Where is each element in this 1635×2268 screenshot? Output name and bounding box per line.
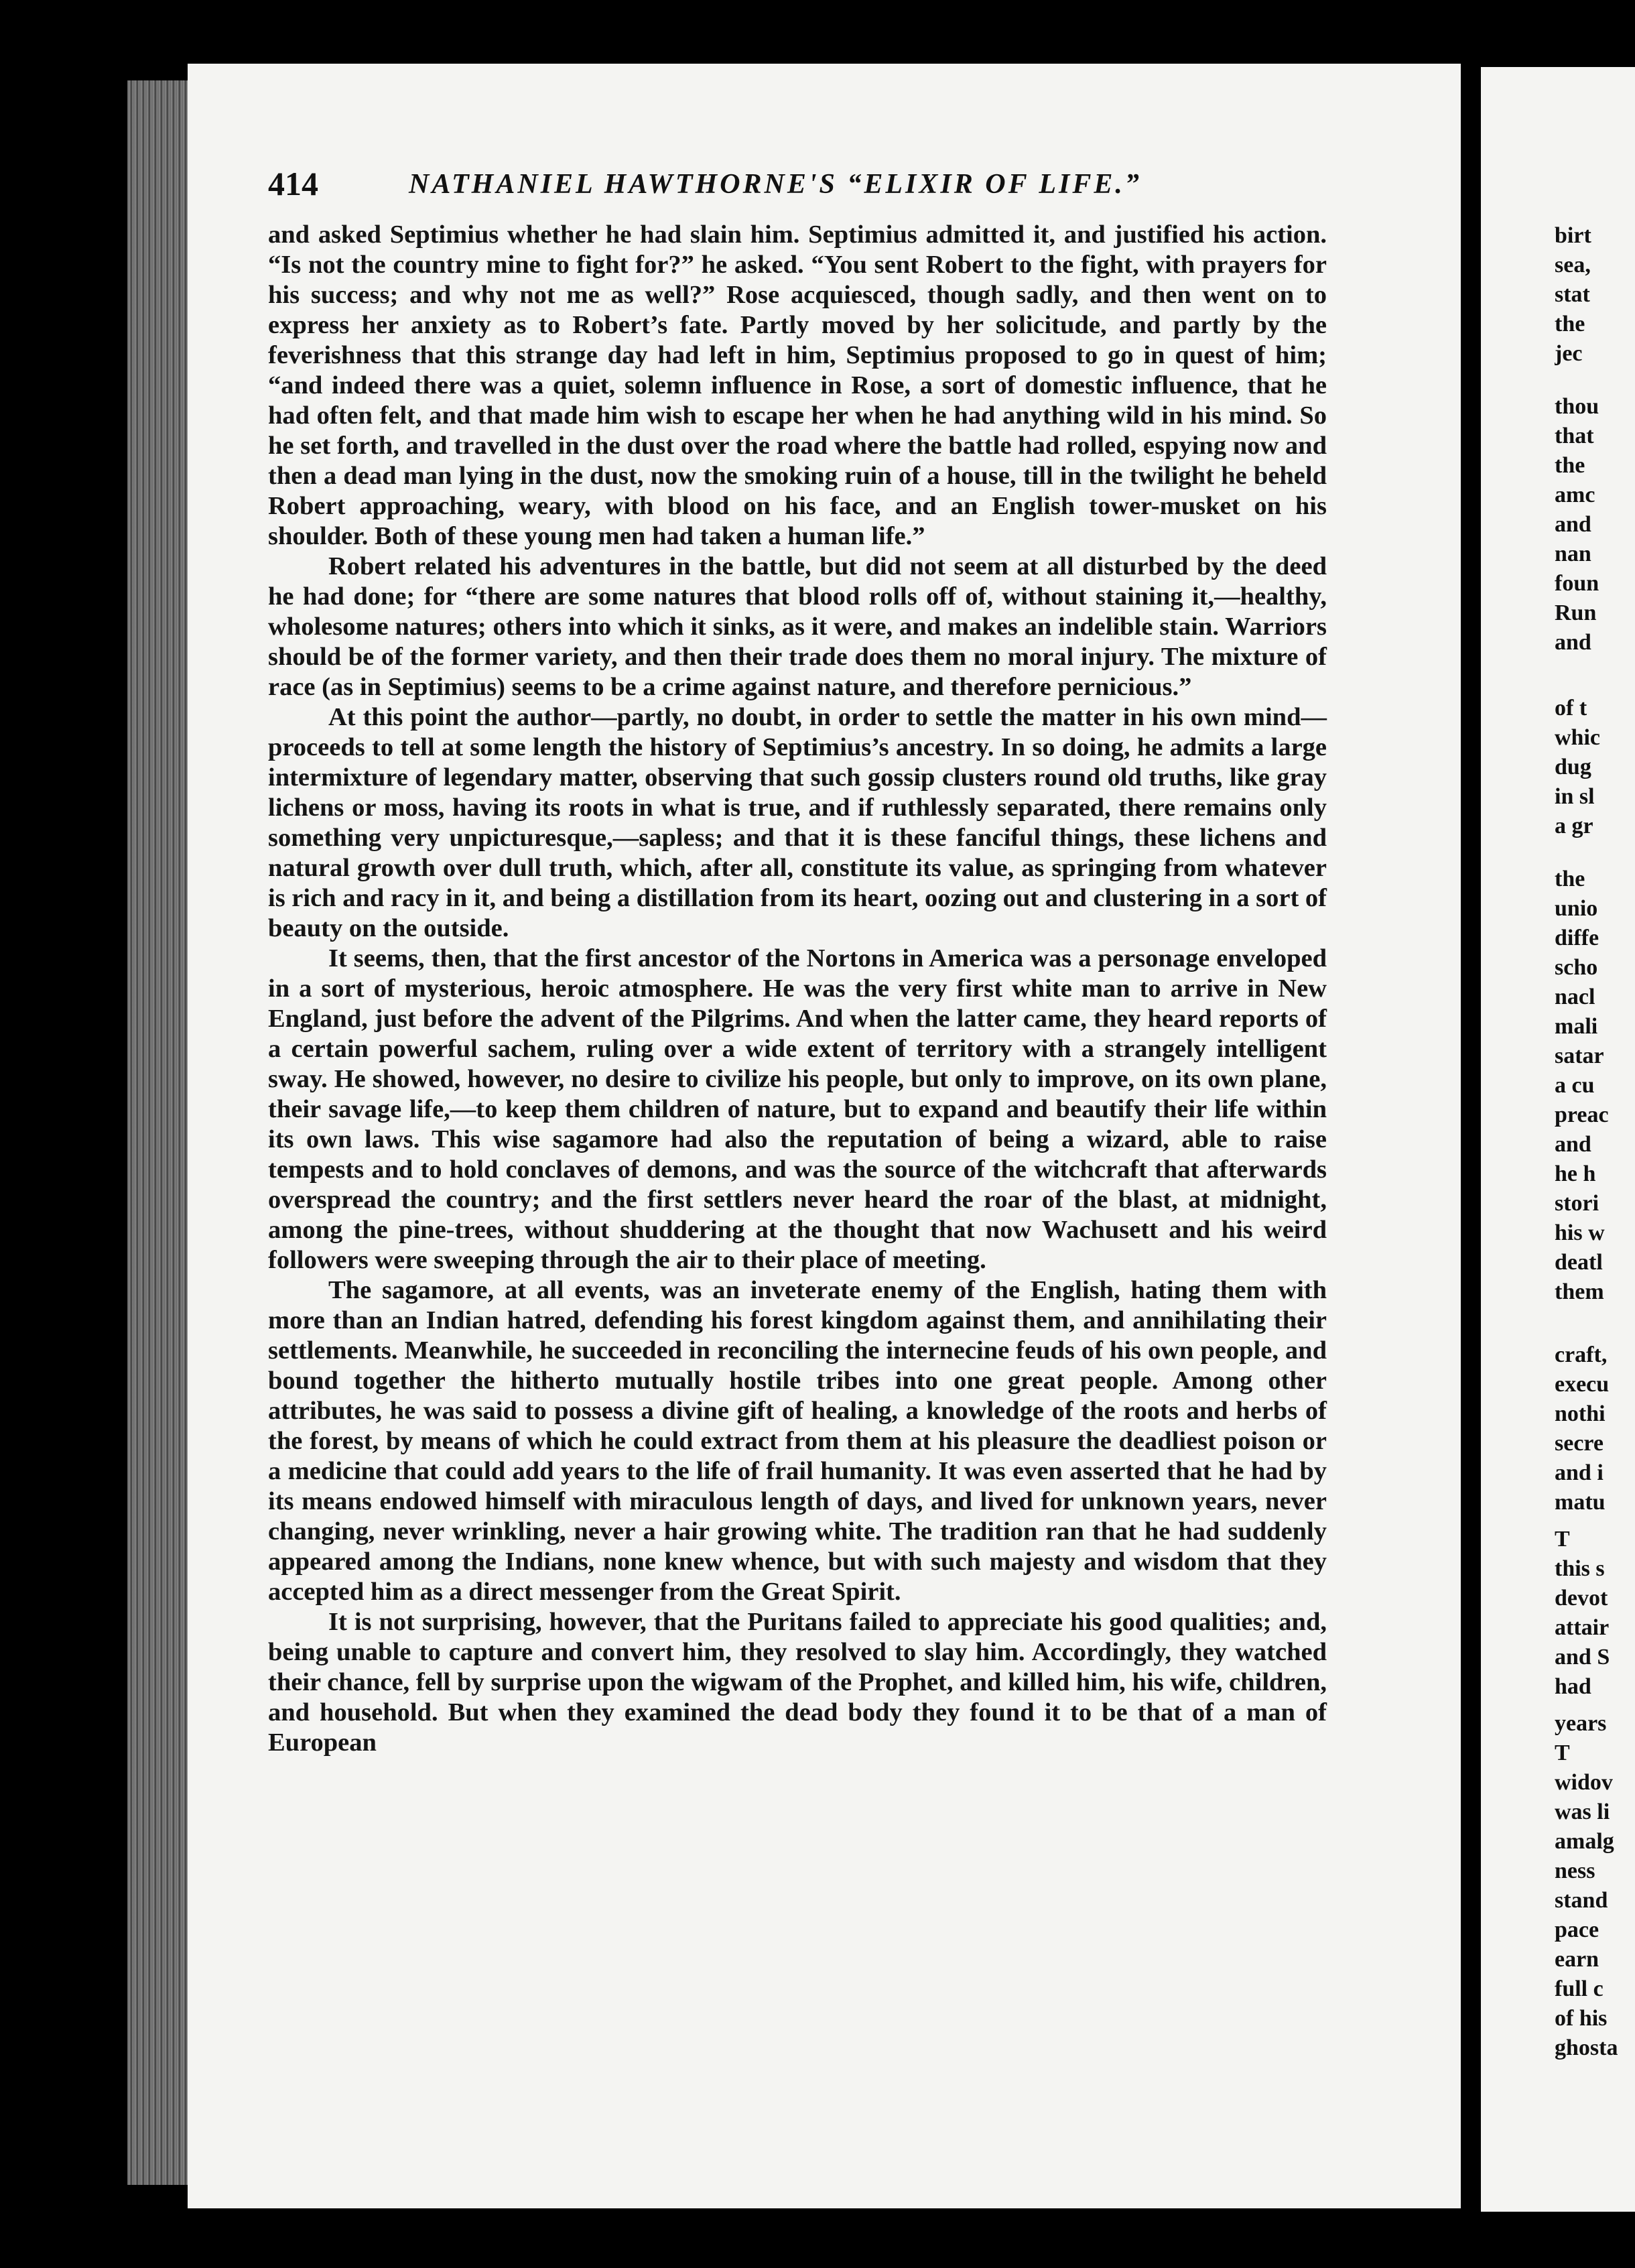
adjacent-page-fragment: the (1555, 313, 1585, 336)
adjacent-page-fragment: this s (1555, 1558, 1605, 1580)
adjacent-page-fragment: them (1555, 1281, 1604, 1304)
adjacent-page-fragment: sea, (1555, 254, 1591, 277)
adjacent-page-fragment: that (1555, 425, 1594, 448)
running-title: NATHANIEL HAWTHORNE'S “ELIXIR OF LIFE.” (409, 169, 1142, 200)
adjacent-page-fragment: execu (1555, 1373, 1610, 1396)
adjacent-page-fragment: of his (1555, 2007, 1608, 2030)
paragraph-5: The sagamore, at all events, was an inveterate enemy of the English, hating them with more than an Indian hatred, defending his forest kingdom against them, and annihilating their settlements. Meanwhile, he succeeded in reconciling the internecine feuds of his own people, and bound together the hitherto mutually hostile tribes into one great people. Among other attributes, he was said to possess a divine gift of healing, a knowledge of the roots and herbs of the forest, by means of which he could extract from them at his pleasure the deadliest poison or a medicine that could add years to the life of frail humanity. It was even asserted that he had by its means endowed himself with miraculous length of days, and lived for unknown years, never changing, never wrinkling, never a hair growing white. The tradition ran that he had suddenly appeared among the Indians, none knew whence, but with such majesty and wisdom that they accepted him as a direct messenger from the Great Spirit. (268, 1276, 1327, 1606)
adjacent-page-fragment: stand (1555, 1889, 1608, 1912)
adjacent-page-fragment: T (1555, 1528, 1570, 1551)
adjacent-page-fragment: and (1555, 631, 1591, 654)
adjacent-page-fragment: secre (1555, 1432, 1604, 1455)
adjacent-page-fragment: stat (1555, 284, 1590, 306)
paragraph-2: Robert related his adventures in the battle, but did not seem at all disturbed by the deed he had done; for “there are some natures that blood rolls off of, without staining it,—healthy, wholesome natures; others into which it sinks, as it were, and makes an indelible stain. Warriors should be of the former variety, and then their trade does them no moral injury. The mixture of race (as in Septimius) seems to be a crime against nature, and therefore pernicious.” (268, 552, 1327, 701)
adjacent-page-fragment: and i (1555, 1462, 1604, 1485)
adjacent-page-fragment: mali (1555, 1015, 1598, 1038)
adjacent-page-fragment: pace (1555, 1919, 1599, 1942)
adjacent-page-fragment: the (1555, 454, 1585, 477)
adjacent-page-fragment: he h (1555, 1163, 1596, 1186)
body-text (268, 220, 1327, 1758)
book-page-edges (127, 80, 188, 2185)
page-number: 414 (268, 165, 318, 202)
adjacent-page-fragment: craft, (1555, 1344, 1608, 1367)
paragraph-3: At this point the author—partly, no doubt, in order to settle the matter in his own mind—proceeds to tell at some length the history of Septimius’s ancestry. In so doing, he admits a large intermixture of legendary matter, observing that such gossip clusters round old truths, like gray lichens or moss, having its roots in what is true, and if ruthlessly separated, there remains only something very unpicturesque,—sapless; and that it is these fanciful things, these lichens and natural growth over dull truth, which, after all, constitute its value, as springing from whatever is rich and racy in it, and being a distillation from its heart, oozing out and clustering in a sort of beauty on the outside. (268, 703, 1327, 942)
adjacent-page-fragment: foun (1555, 572, 1599, 595)
paragraph-6: It is not surprising, however, that the Puritans failed to appreciate his good qualities; and, being unable to capture and convert him, they resolved to slay him. Accordingly, they watched their chance, fell by surprise upon the wigwam of the Prophet, and killed him, his wife, children, and household. But when they examined the dead body they found it to be that of a man of European (268, 1608, 1327, 1757)
adjacent-page-fragment: had (1555, 1676, 1591, 1698)
adjacent-page-fragment: years (1555, 1712, 1607, 1735)
adjacent-page-fragment: was li (1555, 1801, 1610, 1824)
paragraph-1: and asked Septimius whether he had slain him. Septimius admitted it, and justified his action. “Is not the country mine to fight for?” he asked. “You sent Robert to the fight, with prayers for his success; and why not me as well?” Rose acquiesced, though sadly, and then went on to express her anxiety as to Robert’s fate. Partly moved by her solicitude, and partly by the feverishness that this strange day had left in him, Septimius proposed to go in quest of him; “and indeed there was a quiet, solemn influence in Rose, a sort of domestic influence, that he had often felt, and that made him wish to escape her when he had anything wild in his mind. So he set forth, and travelled in the dust over the road where the battle had rolled, espying now and then a dead man lying in the dust, now the smoking ruin of a house, till in the twilight he beheld Robert approaching, weary, with blood on his face, and an English tower-musket on his shoulder. Both of these young men had taken a human life.” (268, 220, 1327, 550)
adjacent-page-fragment: nacl (1555, 986, 1595, 1009)
adjacent-page-fragment: birt (1555, 225, 1591, 247)
adjacent-page-fragment: amc (1555, 484, 1595, 507)
adjacent-page-fragment: nan (1555, 543, 1591, 566)
adjacent-page-fragment: T (1555, 1742, 1570, 1765)
adjacent-page-fragment: dug (1555, 756, 1591, 779)
adjacent-page-fragment: deatl (1555, 1251, 1603, 1274)
adjacent-page-fragment: earn (1555, 1948, 1599, 1971)
adjacent-page-fragment: preac (1555, 1104, 1609, 1127)
adjacent-page-fragment: scho (1555, 956, 1598, 979)
page-header (268, 164, 1327, 204)
adjacent-page-fragment: his w (1555, 1222, 1605, 1245)
adjacent-page-fragment: a gr (1555, 815, 1593, 838)
adjacent-page-fragment: in sl (1555, 785, 1595, 808)
adjacent-page-fragment: satar (1555, 1045, 1604, 1068)
adjacent-page-fragment: jec (1555, 342, 1583, 365)
adjacent-page-fragment: and S (1555, 1646, 1610, 1669)
adjacent-page-fragment: a cu (1555, 1074, 1595, 1097)
adjacent-page-fragment: ness (1555, 1860, 1595, 1883)
adjacent-page-fragment: matu (1555, 1491, 1606, 1514)
adjacent-page-fragment: full c (1555, 1978, 1604, 2001)
adjacent-page-fragment: thou (1555, 395, 1599, 418)
adjacent-page-fragment: widov (1555, 1771, 1613, 1794)
adjacent-page-fragment: the (1555, 868, 1585, 891)
adjacent-page-fragment: whic (1555, 727, 1600, 749)
adjacent-page-fragment: amalg (1555, 1830, 1614, 1853)
adjacent-page-fragment: diffe (1555, 927, 1599, 950)
adjacent-page-fragment: of t (1555, 697, 1587, 720)
adjacent-page-fragment: Run (1555, 602, 1597, 625)
adjacent-page-fragment: attair (1555, 1617, 1610, 1639)
adjacent-page-fragment: devot (1555, 1587, 1608, 1610)
paragraph-4: It seems, then, that the first ancestor of the Nortons in America was a personage enveloped in a sort of mysterious, heroic atmosphere. He was the very first white man to arrive in New England, just before the advent of the Pilgrims. And when the latter came, they heard reports of a certain powerful sachem, ruling over a wide extent of territory with a strangely intelligent sway. He showed, however, no desire to civilize his people, but only to improve, on its own plane, their savage life,—to keep them children of nature, but to expand and beautify their life within its own laws. This wise sagamore had also the reputation of being a wizard, able to raise tempests and to hold conclaves of demons, and was the source of the witchcraft that afterwards overspread the country; and the first settlers never heard the roar of the blast, at midnight, among the pine-trees, without shuddering at the thought that now Wachusett and his weird followers were sweeping through the air to their place of meeting. (268, 944, 1327, 1274)
adjacent-page-fragment: ghosta (1555, 2037, 1618, 2060)
adjacent-page-fragment: and (1555, 513, 1591, 536)
adjacent-page-fragment: nothi (1555, 1403, 1606, 1426)
adjacent-page-fragment: and (1555, 1133, 1591, 1156)
adjacent-page-fragment: stori (1555, 1192, 1599, 1215)
adjacent-page-fragment: unio (1555, 897, 1598, 920)
